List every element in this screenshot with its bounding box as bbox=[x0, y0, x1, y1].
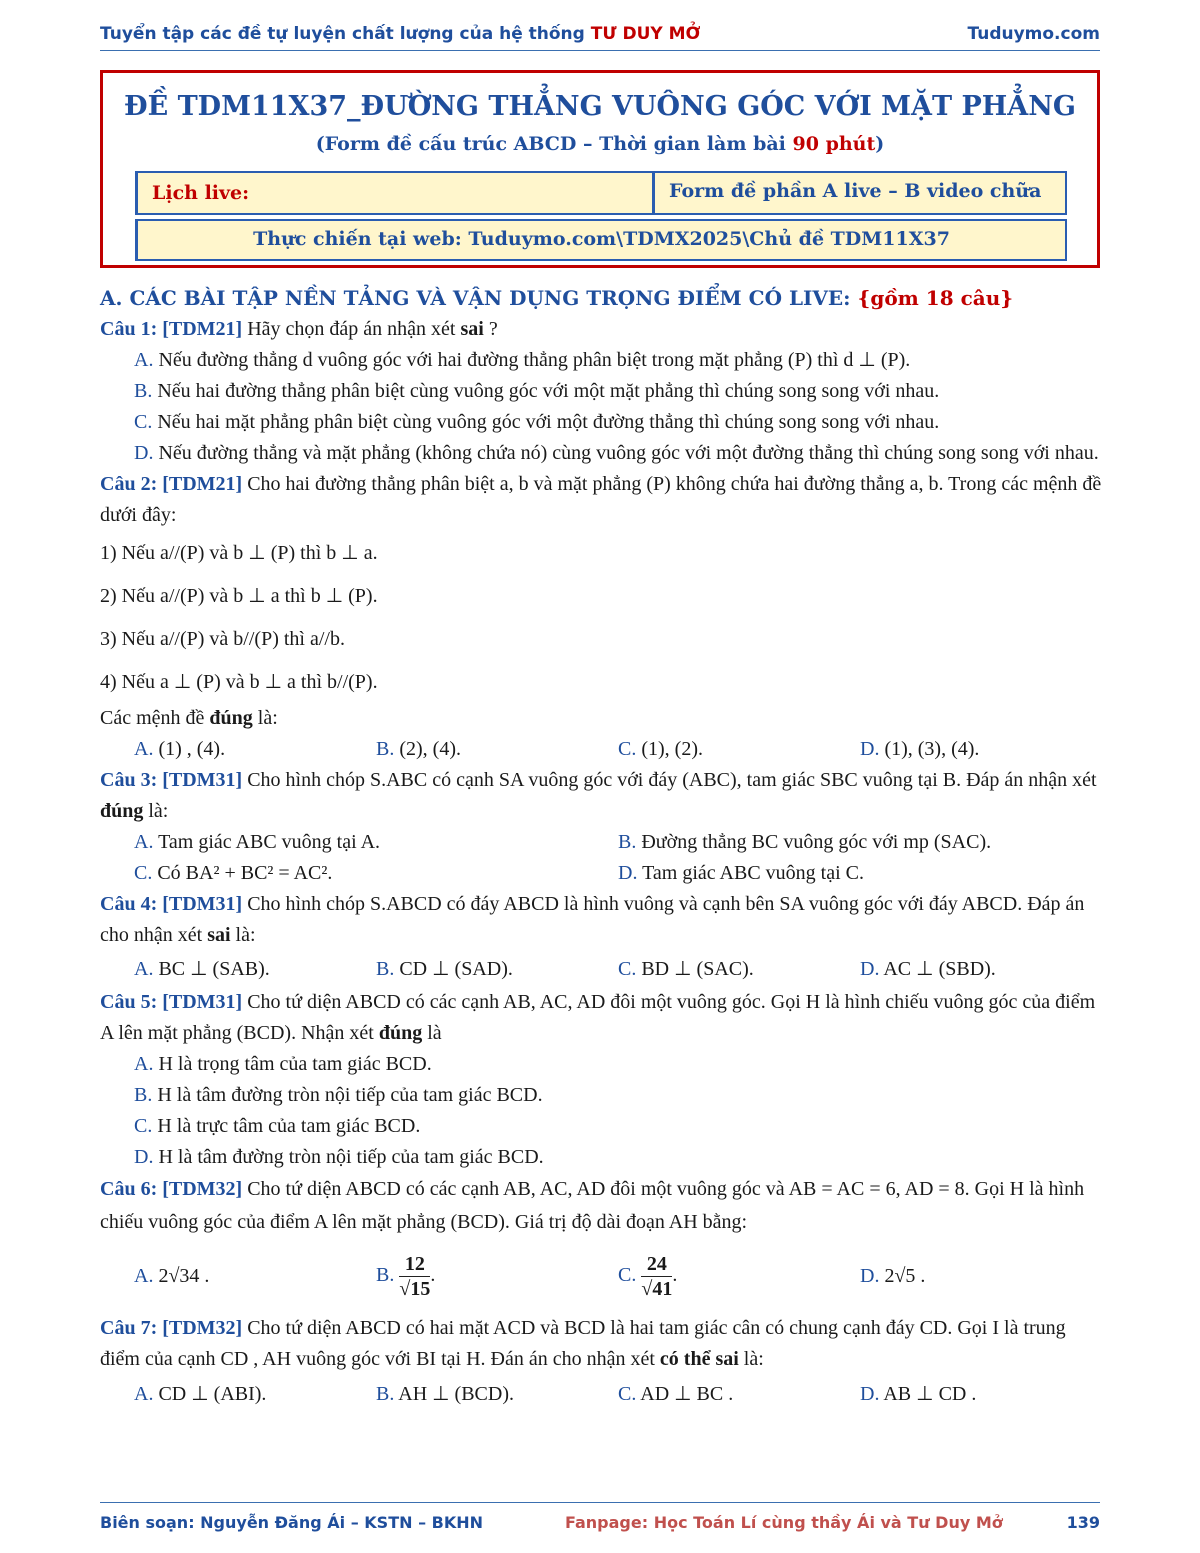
option-c[interactable]: C. $\frac{24}{√41}$ . bbox=[618, 1252, 678, 1300]
options-row bbox=[100, 827, 1102, 858]
question-stem-emphasis: sai bbox=[207, 924, 231, 946]
option-letter: B. bbox=[376, 738, 395, 760]
fraction bbox=[399, 1252, 430, 1301]
options-row bbox=[100, 951, 1102, 987]
section-title: A. CÁC BÀI TẬP NỀN TẢNG VÀ VẬN DỤNG TRỌNG ĐIỂM CÓ LIVE: bbox=[100, 286, 858, 310]
option-text: (1), (2). bbox=[641, 738, 703, 760]
question-stem-end: là: bbox=[230, 924, 256, 946]
question-7 bbox=[100, 1313, 1102, 1413]
option-d[interactable] bbox=[860, 1261, 1102, 1292]
question-2 bbox=[100, 469, 1102, 765]
option-letter: B. bbox=[376, 1263, 395, 1286]
page-footer bbox=[100, 1502, 1100, 1543]
fraction-numerator: 24 bbox=[641, 1252, 672, 1277]
header-series-prefix: Tuyển tập các đề tự luyện chất lượng của hệ thống bbox=[100, 24, 591, 44]
option-letter: C. bbox=[618, 1263, 637, 1286]
option-c[interactable] bbox=[618, 951, 860, 987]
option-letter: C. bbox=[618, 738, 637, 760]
subtitle-close: ) bbox=[875, 133, 885, 155]
statement-3: 3) Nếu a//(P) và b//(P) thì a//b. bbox=[100, 628, 345, 650]
option-letter: D. bbox=[860, 1383, 880, 1405]
option-b[interactable] bbox=[618, 827, 1102, 858]
question-stem: Cho tứ diện ABCD có các cạnh AB, AC, AD đôi một vuông góc. Gọi H là hình chiếu vuông góc của điểm A lên mặt phẳng (BCD). Nhận xét bbox=[100, 991, 1096, 1044]
options-row bbox=[100, 858, 1102, 889]
options-row bbox=[100, 734, 1102, 765]
question-label: Câu 5: bbox=[100, 991, 158, 1013]
option-text: Đường thẳng BC vuông góc với mp (SAC). bbox=[641, 831, 992, 853]
option-text: H là trực tâm của tam giác BCD. bbox=[157, 1115, 421, 1137]
option-letter: B. bbox=[134, 380, 153, 402]
question-1 bbox=[100, 314, 1102, 469]
option-text: AC ⊥ (SBD). bbox=[883, 958, 996, 980]
option-b[interactable]: B. $\frac{12}{√15}$ . bbox=[376, 1252, 436, 1300]
option-text: Nếu đường thẳng và mặt phẳng (không chứa nó) cùng vuông góc với một đường thẳng thì chúng song song với nhau. bbox=[158, 442, 1099, 464]
option-letter: D. bbox=[134, 1146, 154, 1168]
question-stem: Cho tứ diện ABCD có hai mặt ACD và BCD là hai tam giác cân có chung cạnh đáy CD. Gọi I là trung điểm của cạnh CD , AH vuông góc với BI tại H. Đán án cho nhận xét bbox=[100, 1317, 1066, 1370]
question-ask-emphasis: đúng bbox=[209, 707, 253, 729]
header-series-title bbox=[100, 24, 700, 44]
option-text: (2), (4). bbox=[399, 738, 461, 760]
fraction-denominator: √15 bbox=[399, 1277, 431, 1300]
option-a[interactable] bbox=[134, 951, 376, 987]
option-letter: B. bbox=[134, 1084, 153, 1106]
option-letter: D. bbox=[860, 1264, 880, 1287]
fraction-denominator: √41 bbox=[641, 1277, 673, 1300]
option-d[interactable] bbox=[100, 1142, 1102, 1173]
option-text: Tam giác ABC vuông tại C. bbox=[642, 862, 865, 884]
live-schedule-label: Lịch live: bbox=[152, 182, 250, 204]
option-text: CD ⊥ (SAD). bbox=[399, 958, 513, 980]
option-text: 2√34 . bbox=[158, 1264, 210, 1287]
option-letter: A. bbox=[134, 1383, 154, 1405]
option-letter: C. bbox=[134, 1115, 153, 1137]
question-tag: [TDM21] bbox=[162, 473, 243, 495]
option-letter: D. bbox=[860, 958, 880, 980]
question-stem-emphasis: sai bbox=[460, 318, 484, 340]
option-letter: B. bbox=[376, 1383, 395, 1405]
option-d[interactable] bbox=[860, 734, 1102, 765]
option-text: H là tâm đường tròn nội tiếp của tam giác BCD. bbox=[158, 1146, 544, 1168]
option-a[interactable] bbox=[100, 345, 1102, 376]
option-text: H là tâm đường tròn nội tiếp của tam giác BCD. bbox=[157, 1084, 543, 1106]
question-label: Câu 2: bbox=[100, 473, 158, 495]
option-text: Nếu hai đường thẳng phân biệt cùng vuông góc với một mặt phẳng thì chúng song song với nhau. bbox=[157, 380, 940, 402]
footer-page-number: 139 bbox=[1066, 1513, 1100, 1532]
option-letter: C. bbox=[134, 411, 153, 433]
question-tag: [TDM21] bbox=[162, 318, 243, 340]
question-stem: Cho hình chóp S.ABCD có đáy ABCD là hình vuông và cạnh bên SA vuông góc với đáy ABCD. Đáp án cho nhận xét bbox=[100, 893, 1085, 946]
option-text: Nếu hai mặt phẳng phân biệt cùng vuông góc với một đường thẳng thì chúng song song với nhau. bbox=[157, 411, 940, 433]
question-tag: [TDM32] bbox=[162, 1178, 243, 1200]
option-text: 2√5 . bbox=[884, 1264, 926, 1287]
option-text: AH ⊥ (BCD). bbox=[398, 1383, 515, 1405]
subtitle-duration: 90 phút bbox=[792, 133, 876, 155]
statement-4: 4) Nếu a ⊥ (P) và b ⊥ a thì b//(P). bbox=[100, 671, 378, 693]
question-stem-emphasis: có thể sai bbox=[659, 1348, 739, 1370]
exam-title: ĐỀ TDM11X37_ĐƯỜNG THẲNG VUÔNG GÓC VỚI MẶT PHẲNG bbox=[123, 91, 1076, 122]
question-label: Câu 7: bbox=[100, 1317, 158, 1339]
option-text: AB ⊥ CD . bbox=[883, 1383, 977, 1405]
option-letter: C. bbox=[618, 1383, 637, 1405]
option-text: Tam giác ABC vuông tại A. bbox=[158, 831, 381, 853]
exam-subtitle bbox=[103, 133, 1097, 155]
option-c[interactable] bbox=[134, 858, 618, 889]
option-letter: A. bbox=[134, 1053, 154, 1075]
form-info-label: Form đề phần A live – B video chữa bbox=[669, 180, 1042, 202]
statement-2: 2) Nếu a//(P) và b ⊥ a thì b ⊥ (P). bbox=[100, 585, 378, 607]
question-stem: Hãy chọn đáp án nhận xét bbox=[247, 318, 461, 340]
question-stem-emphasis: đúng bbox=[100, 800, 144, 822]
option-d[interactable] bbox=[860, 951, 1102, 987]
option-text: BC ⊥ (SAB). bbox=[158, 958, 270, 980]
subtitle-form: (Form đề cấu trúc ABCD – Thời gian làm bài bbox=[315, 133, 793, 155]
statement-1: 1) Nếu a//(P) và b ⊥ (P) thì b ⊥ a. bbox=[100, 542, 378, 564]
option-b[interactable] bbox=[376, 734, 618, 765]
option-letter: A. bbox=[134, 349, 154, 371]
option-letter: A. bbox=[134, 738, 154, 760]
option-d[interactable] bbox=[100, 438, 1102, 469]
question-tag: [TDM32] bbox=[162, 1317, 243, 1339]
options-row bbox=[100, 1239, 1102, 1313]
live-schedule-cell bbox=[135, 171, 655, 215]
option-text: CD ⊥ (ABI). bbox=[158, 1383, 267, 1405]
form-info-cell bbox=[652, 171, 1067, 215]
option-text: H là trọng tâm của tam giác BCD. bbox=[158, 1053, 432, 1075]
section-count: {gồm 18 câu} bbox=[857, 286, 1014, 310]
question-5 bbox=[100, 987, 1102, 1173]
question-stem-end: ? bbox=[483, 318, 498, 340]
question-stem: Cho hai đường thẳng phân biệt a, b và mặt phẳng (P) không chứa hai đường thẳng a, b. Trong các mệnh đề dưới đây: bbox=[100, 473, 1102, 526]
question-label: Câu 3: bbox=[100, 769, 158, 791]
option-text: (1) , (4). bbox=[158, 738, 226, 760]
question-ask: Các mệnh đề bbox=[100, 707, 210, 729]
option-letter: A. bbox=[134, 1264, 154, 1287]
option-a[interactable] bbox=[100, 1049, 1102, 1080]
footer-fanpage[interactable]: Fanpage: Học Toán Lí cùng thầy Ái và Tư Duy Mở bbox=[565, 1513, 1003, 1532]
footer-author: Biên soạn: Nguyễn Đăng Ái – KSTN – BKHN bbox=[100, 1513, 484, 1532]
option-b[interactable] bbox=[376, 951, 618, 987]
question-stem-end: là bbox=[422, 1022, 442, 1044]
options-row bbox=[100, 1375, 1102, 1413]
question-list bbox=[100, 283, 1102, 1413]
option-letter: C. bbox=[618, 958, 637, 980]
option-text: Có BA² + BC² = AC². bbox=[157, 862, 333, 884]
question-label: Câu 6: bbox=[100, 1178, 158, 1200]
option-text: Nếu đường thẳng d vuông góc với hai đường thẳng phân biệt trong mặt phẳng (P) thì d ⊥ (P). bbox=[158, 349, 911, 371]
option-letter: A. bbox=[134, 958, 154, 980]
question-6 bbox=[100, 1173, 1102, 1313]
question-ask-end: là: bbox=[252, 707, 278, 729]
question-3 bbox=[100, 765, 1102, 889]
question-stem-emphasis: đúng bbox=[378, 1022, 423, 1044]
option-text: BD ⊥ (SAC). bbox=[641, 958, 754, 980]
option-b[interactable] bbox=[100, 1080, 1102, 1111]
option-letter: D. bbox=[134, 442, 154, 464]
option-a[interactable] bbox=[134, 827, 618, 858]
header-brand: TƯ DUY MỞ bbox=[590, 24, 701, 44]
question-label: Câu 1: bbox=[100, 318, 158, 340]
web-practice-label[interactable]: Thực chiến tại web: Tuduymo.com\TDMX2025\Chủ đề TDM11X37 bbox=[253, 228, 950, 250]
fraction-numerator: 12 bbox=[399, 1252, 430, 1277]
option-d[interactable] bbox=[618, 858, 1102, 889]
page-header bbox=[100, 20, 1100, 51]
option-text: AD ⊥ BC . bbox=[640, 1383, 734, 1405]
fraction bbox=[641, 1252, 672, 1301]
option-letter: A. bbox=[134, 831, 154, 853]
question-4 bbox=[100, 889, 1102, 987]
question-label: Câu 4: bbox=[100, 893, 158, 915]
header-website[interactable]: Tuduymo.com bbox=[967, 24, 1100, 44]
option-c[interactable] bbox=[100, 407, 1102, 438]
option-c[interactable] bbox=[618, 734, 860, 765]
option-letter: B. bbox=[618, 831, 637, 853]
option-b[interactable] bbox=[376, 1375, 618, 1413]
option-a[interactable] bbox=[134, 734, 376, 765]
question-stem: Cho hình chóp S.ABC có cạnh SA vuông góc với đáy (ABC), tam giác SBC vuông tại B. Đáp án nhận xét bbox=[247, 769, 1097, 791]
section-heading bbox=[100, 283, 1102, 314]
option-a[interactable] bbox=[134, 1261, 376, 1292]
option-letter: B. bbox=[376, 958, 395, 980]
web-practice-cell bbox=[135, 219, 1067, 261]
question-tag: [TDM31] bbox=[162, 893, 243, 915]
exam-title-box bbox=[100, 70, 1100, 268]
option-letter: D. bbox=[860, 738, 880, 760]
question-tag: [TDM31] bbox=[162, 769, 243, 791]
option-letter: C. bbox=[134, 862, 153, 884]
option-text: (1), (3), (4). bbox=[884, 738, 980, 760]
option-c[interactable] bbox=[100, 1111, 1102, 1142]
option-d[interactable] bbox=[860, 1375, 1102, 1413]
option-letter: D. bbox=[618, 862, 638, 884]
question-stem-end: là: bbox=[143, 800, 169, 822]
question-stem: Cho tứ diện ABCD có các cạnh AB, AC, AD đôi một vuông góc và AB = AC = 6, AD = 8. Gọi H là hình chiếu vuông góc của điểm A lên mặt phẳng (BCD). Giá trị độ dài đoạn AH bằng: bbox=[100, 1178, 1085, 1233]
question-tag: [TDM31] bbox=[162, 991, 243, 1013]
option-b[interactable] bbox=[100, 376, 1102, 407]
question-stem-end: là: bbox=[738, 1348, 764, 1370]
option-a[interactable] bbox=[134, 1375, 376, 1413]
option-c[interactable] bbox=[618, 1375, 860, 1413]
